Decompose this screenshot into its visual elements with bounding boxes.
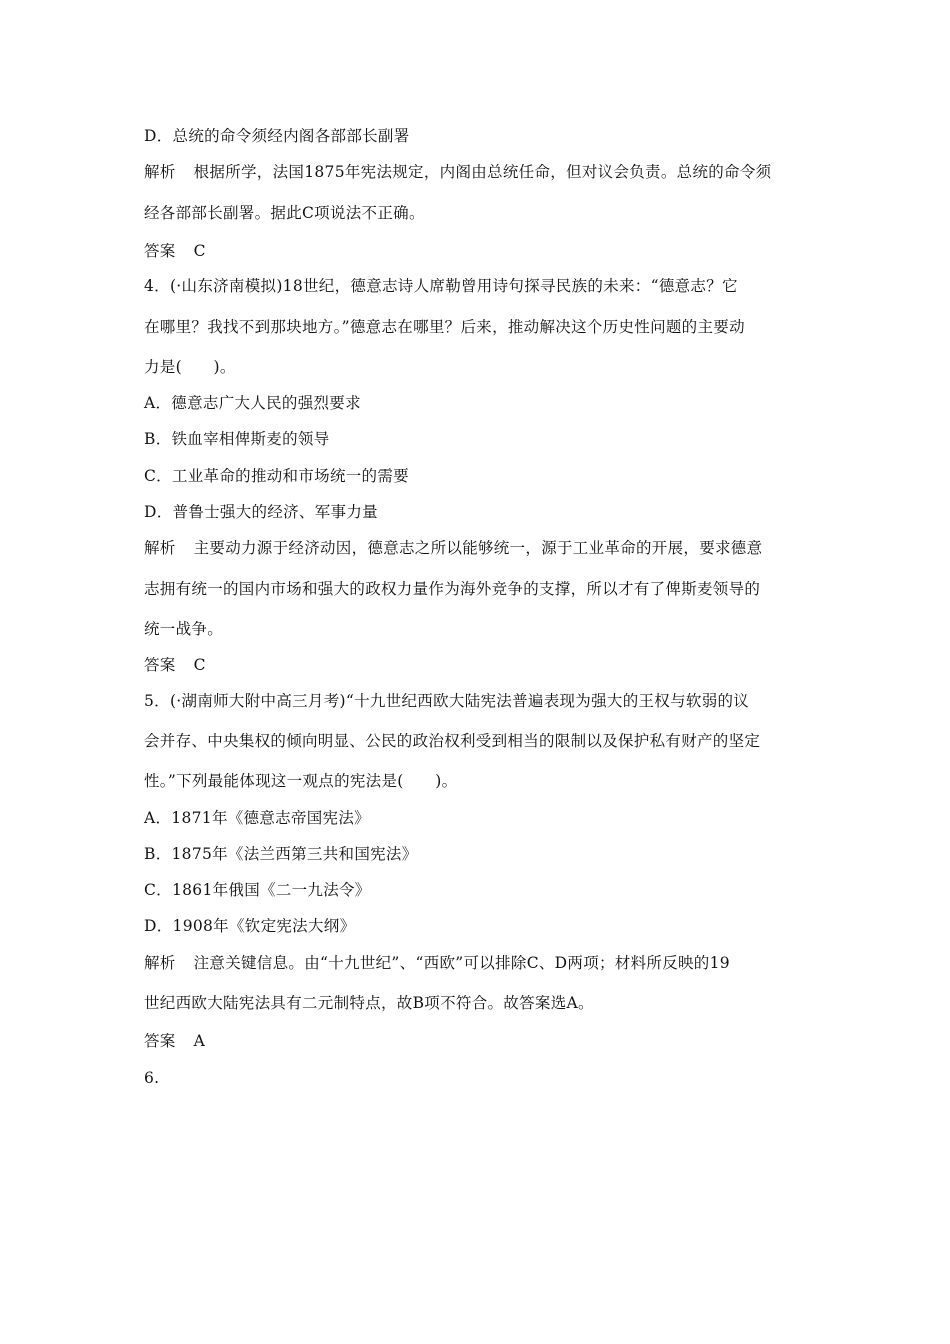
q3-answer-value: C — [193, 242, 206, 260]
q4-analysis-line-2: 志拥有统一的国内市场和强大的政权力量作为海外竞争的支撑，所以才有了俾斯麦领导的 — [144, 580, 761, 598]
q3-option-d: D．总统的命令须经内阁各部部长副署 — [144, 127, 410, 145]
q3-analysis-label: 解析 — [144, 163, 176, 181]
q6-number: 6. — [144, 1069, 160, 1087]
q4-option-c: C．工业革命的推动和市场统一的需要 — [144, 467, 409, 485]
q4-option-a: A．德意志广大人民的强烈要求 — [144, 394, 361, 412]
q5-stem-line-3: 性。”下列最能体现这一观点的宪法是( )。 — [144, 772, 458, 790]
q5-analysis-text-1: 注意关键信息。由“十九世纪”、“西欧”可以排除C、D两项；材料所反映的19 — [193, 954, 730, 972]
q5-answer-label: 答案 — [144, 1032, 176, 1050]
q5-option-d: D．1908年《钦定宪法大纲》 — [144, 917, 356, 935]
q5-option-a: A．1871年《德意志帝国宪法》 — [144, 809, 370, 827]
q5-analysis-line-2: 世纪西欧大陆宪法具有二元制特点，故B项不符合。故答案选A。 — [144, 994, 594, 1012]
q4-stem-line-3: 力是( )。 — [144, 358, 236, 376]
q5-option-c: C．1861年俄国《二一九法令》 — [144, 881, 371, 899]
q4-analysis-line-3: 统一战争。 — [144, 620, 224, 638]
q5-analysis-line-1 — [144, 953, 730, 973]
q4-option-b: B．铁血宰相俾斯麦的领导 — [144, 430, 330, 448]
q4-option-d: D．普鲁士强大的经济、军事力量 — [144, 503, 378, 521]
q3-answer — [144, 241, 206, 261]
q5-analysis-label: 解析 — [144, 954, 176, 972]
q3-analysis-text-1: 根据所学，法国1875年宪法规定，内阁由总统任命，但对议会负责。总统的命令须 — [193, 163, 772, 181]
q4-answer-label: 答案 — [144, 656, 176, 674]
q4-answer — [144, 655, 206, 675]
q4-stem-line-2: 在哪里？我找不到那块地方。”德意志在哪里？后来，推动解决这个历史性问题的主要动 — [144, 318, 745, 336]
q4-answer-value: C — [193, 656, 206, 674]
q5-stem-line-1: 5．(·湖南师大附中高三月考)“十九世纪西欧大陆宪法普遍表现为强大的王权与软弱的议 — [144, 692, 750, 710]
q3-analysis-line-2: 经各部部长副署。据此C项说法不正确。 — [144, 204, 425, 222]
q5-stem-line-2: 会并存、中央集权的倾向明显、公民的政治权利受到相当的限制以及保护私有财产的坚定 — [144, 732, 761, 750]
q4-analysis-label: 解析 — [144, 539, 176, 557]
q4-analysis-text-1: 主要动力源于经济动因，德意志之所以能够统一，源于工业革命的开展，要求德意 — [193, 539, 763, 557]
q5-option-b: B．1875年《法兰西第三共和国宪法》 — [144, 845, 418, 863]
q5-answer-value: A — [193, 1032, 206, 1050]
q4-stem-line-1: 4．(·山东济南模拟)18世纪，德意志诗人席勒曾用诗句探寻民族的未来：“德意志？它 — [144, 277, 738, 295]
q3-analysis-line-1 — [144, 162, 771, 182]
q3-answer-label: 答案 — [144, 242, 176, 260]
q5-answer — [144, 1031, 205, 1051]
q4-analysis-line-1 — [144, 538, 762, 558]
